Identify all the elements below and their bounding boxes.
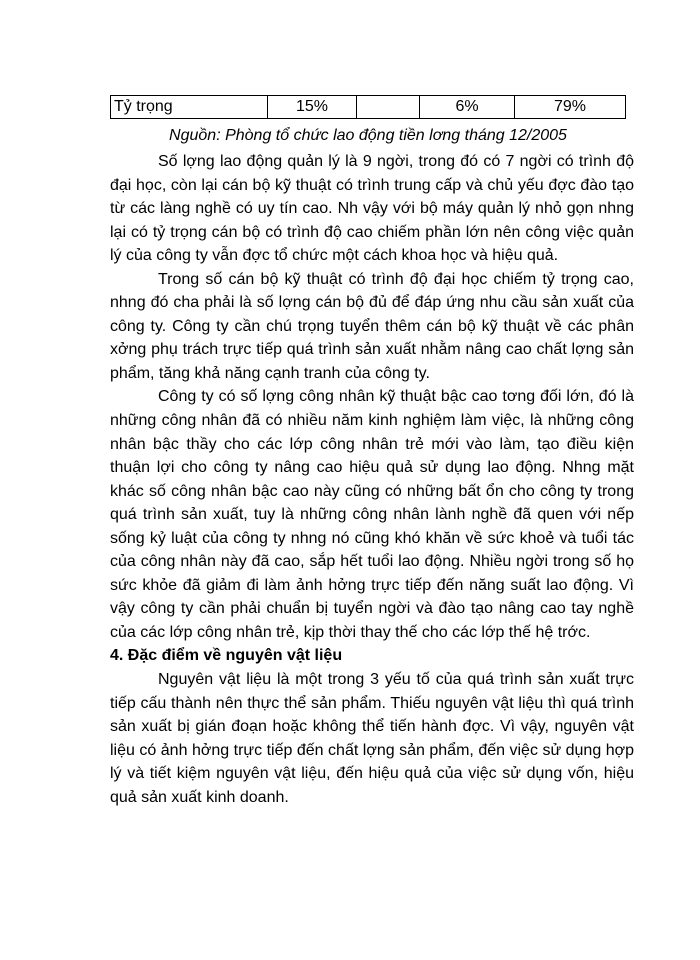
table-cell: 79% (515, 96, 626, 119)
paragraph: Trong số cán bộ kỹ thuật có trình độ đại học chiếm tỷ trọng cao, nhng đó cha phải là số lợng cán bộ đủ để đáp ứng nhu cầu sản xuất của công ty. Công ty cần chú trọng tuyển thêm cán bộ kỹ thuật về các phân xởng phụ trách trực tiếp quá trình sản xuất nhằm nâng cao chất lợng sản phẩm, tăng khả năng cạnh tranh của công ty. (110, 270, 634, 382)
table-cell: Tỷ trọng (111, 96, 268, 119)
table-cell: 15% (268, 96, 357, 119)
section-heading: 4. Đặc điểm về nguyên vật liệu (110, 647, 343, 665)
table-cell: 6% (420, 96, 515, 119)
table-row (111, 96, 626, 119)
paragraph: Công ty có số lợng công nhân kỹ thuật bậc cao tơng đối lớn, đó là những công nhân đã có nhiều năm kinh nghiệm làm việc, là những công nhân bậc thầy cho các lớp công nhân trẻ mới vào làm, tạo điều kiện thuận lợi cho công ty nâng cao hiệu quả sử dụng lao động. Nhng mặt khác số công nhân bậc cao này cũng có những bất ổn cho công ty trong quá trình sản xuất, tuy là những công nhân lành nghề đã quen với nếp sống kỷ luật của công ty nhng nó cũng khó khăn về sức khoẻ và tuổi tác của công nhân này đã cao, sắp hết tuổi lao động. Nhiều ngời trong số họ sức khỏe đã giảm đi làm ảnh hởng trực tiếp đến năng suất lao động. Vì vậy công ty cần phải chuẩn bị tuyển ngời và đào tạo nâng cao tay nghề của các lớp công nhân trẻ, kịp thời thay thế cho các lớp thế hệ trớc. (110, 388, 634, 641)
labor-ratio-table (110, 95, 626, 119)
document-body (110, 150, 634, 809)
paragraph: Nguyên vật liệu là một trong 3 yếu tố của quá trình sản xuất trực tiếp cấu thành nên thực thể sản phẩm. Thiếu nguyên vật liệu thì quá trình sản xuất bị gián đoạn hoặc không thể tiến hành đợc. Vì vậy, nguyên vật liệu có ảnh hởng trực tiếp đến chất lợng sản phẩm, đến việc sử dụng hợp lý và tiết kiệm nguyên vật liệu, đến hiệu quả của việc sử dụng vốn, hiệu quả sản xuất kinh doanh. (110, 671, 634, 806)
paragraph: Số lợng lao động quản lý là 9 ngời, trong đó có 7 ngời có trình độ đại học, còn lại cán bộ kỹ thuật có trình trung cấp và chủ yếu đợc đào tạo từ các làng nghề có uy tín cao. Nh vậy với bộ máy quản lý nhỏ gọn nhng lại có tỷ trọng cán bộ có trình độ cao chiếm phần lớn nên công việc quản lý của công ty vẫn đợc tổ chức một cách khoa học và hiệu quả. (110, 153, 634, 265)
table-cell (357, 96, 420, 119)
source-note: Nguồn: Phòng tổ chức lao động tiền lơng tháng 12/2005 (169, 127, 567, 144)
